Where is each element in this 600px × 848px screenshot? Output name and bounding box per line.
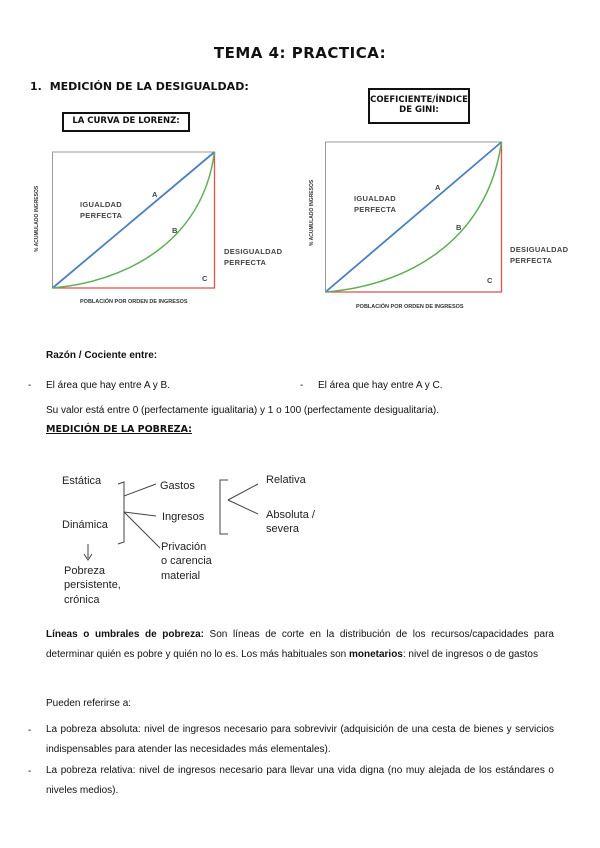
lorenz-label-b: B [172, 226, 178, 235]
diagram-privacion-line1: Privación [161, 541, 207, 553]
lorenz-inequality-line2: PERFECTA [224, 257, 267, 267]
diagram-privacion [161, 540, 212, 583]
connector-relativa [228, 484, 258, 500]
ratio-item-2: El área que hay entre A y C. [318, 380, 443, 391]
lineas-term: Líneas o umbrales de pobreza: [46, 629, 204, 640]
connector-ingresos [124, 512, 156, 516]
ratio-dash-2: - [300, 380, 304, 391]
lorenz-equality-label [80, 200, 122, 222]
section-1-title: MEDICIÓN DE LA DESIGUALDAD: [49, 80, 249, 93]
gini-inequality-label [510, 245, 568, 267]
gini-label-box [368, 88, 470, 124]
lorenz-label-a: A [152, 190, 158, 199]
gini-equality-line1: IGUALDAD [354, 194, 396, 203]
diagram-ingresos: Ingresos [162, 511, 205, 523]
lorenz-x-axis-label: POBLACIÓN POR ORDEN DE INGRESOS [80, 299, 188, 305]
ratio-heading: Razón / Cociente entre: [46, 350, 158, 361]
lineas-def-1: Son líneas de corte en la distribución de los recursos/capacidades para determinar quién es pobre y quién no lo es. Los más habituales son [46, 629, 554, 660]
refer-dash-1: - [28, 725, 32, 736]
diagram-pobreza-line3: crónica [64, 593, 100, 606]
diagram-privacion-line2: o carencia [161, 555, 212, 568]
gini-equality-line [326, 142, 502, 292]
gini-label-c: C [487, 276, 493, 285]
lorenz-inequality-line1: DESIGUALDAD [224, 247, 283, 256]
refer-intro: Pueden referirse a: [46, 698, 132, 709]
lorenz-equality-line1: IGUALDAD [80, 200, 122, 209]
section-2-heading: MEDICIÓN DE LA POBREZA: [46, 424, 192, 435]
gini-label-a: A [435, 183, 441, 192]
gini-inequality-line1: DESIGUALDAD [510, 245, 569, 254]
ratio-value-note: Su valor está entre 0 (perfectamente igualitaria) y 1 o 100 (perfectamente desigualitaria). [46, 405, 439, 416]
lorenz-label-c: C [202, 274, 208, 283]
refer-dash-2: - [28, 766, 32, 777]
ratio-dash-1: - [28, 380, 32, 391]
diagram-privacion-line3: material [161, 569, 201, 582]
gini-equality-line2: PERFECTA [354, 204, 397, 214]
lorenz-y-axis-label: % ACUMULADO INGRESOS [34, 185, 40, 252]
lorenz-chart [52, 150, 218, 292]
gini-y-axis-label: % ACUMULADO INGRESOS [309, 179, 315, 246]
diagram-relativa: Relativa [266, 474, 306, 486]
lorenz-equality-line [53, 152, 215, 288]
connector-absoluta [228, 500, 258, 514]
section-1-heading [30, 80, 249, 93]
gini-label-b: B [456, 223, 462, 232]
gini-x-axis-label: POBLACIÓN POR ORDEN DE INGRESOS [356, 304, 464, 310]
diagram-pobreza-line2: persistente, [64, 579, 121, 592]
lorenz-equality-line2: PERFECTA [80, 210, 123, 220]
gini-label-line2: DE GINI: [399, 105, 439, 115]
lorenz-chart-svg [52, 150, 218, 292]
diagram-pobreza-persistente [64, 564, 121, 607]
gini-chart [325, 140, 505, 296]
gini-label-line1: COEFICIENTE/ÍNDICE [370, 95, 468, 106]
gini-equality-label [354, 194, 396, 216]
diagram-dinamica: Dinámica [62, 519, 108, 531]
diagram-absoluta-line1: Absoluta / [266, 509, 315, 521]
diagram-absoluta [266, 508, 315, 537]
lineas-paragraph [46, 625, 554, 665]
lorenz-inequality-label [224, 247, 282, 269]
connector-privacion [124, 512, 160, 548]
refer-item-1: La pobreza absoluta: nivel de ingresos necesario para sobrevivir (adquisición de una cesta de bienes y servicios indispensables para atender las necesidades más elementales). [46, 724, 554, 755]
gini-inequality-line2: PERFECTA [510, 255, 553, 265]
lorenz-label: LA CURVA DE LORENZ: [72, 116, 180, 127]
lineas-def-2: : nivel de ingresos o de gastos [402, 649, 538, 660]
diagram-estatica: Estática [62, 475, 102, 487]
connector-gastos [124, 484, 156, 496]
page-title: TEMA 4: PRACTICA: [213, 44, 387, 62]
section-1-number: 1. [30, 80, 42, 93]
bracket-left [118, 482, 124, 544]
diagram-pobreza-line1: Pobreza [64, 565, 105, 577]
lorenz-label-box [62, 112, 190, 132]
lineas-monetarios: monetarios [348, 649, 403, 660]
diagram-gastos: Gastos [160, 480, 195, 492]
gini-chart-svg [325, 140, 505, 296]
bracket-right [220, 480, 228, 534]
refer-item-2: La pobreza relativa: nivel de ingresos necesario para llevar una vida digna (no muy alejada de los estándares o niveles medios). [46, 765, 554, 796]
ratio-item-1: El área que hay entre A y B. [46, 380, 170, 391]
diagram-absoluta-line2: severa [266, 523, 300, 536]
